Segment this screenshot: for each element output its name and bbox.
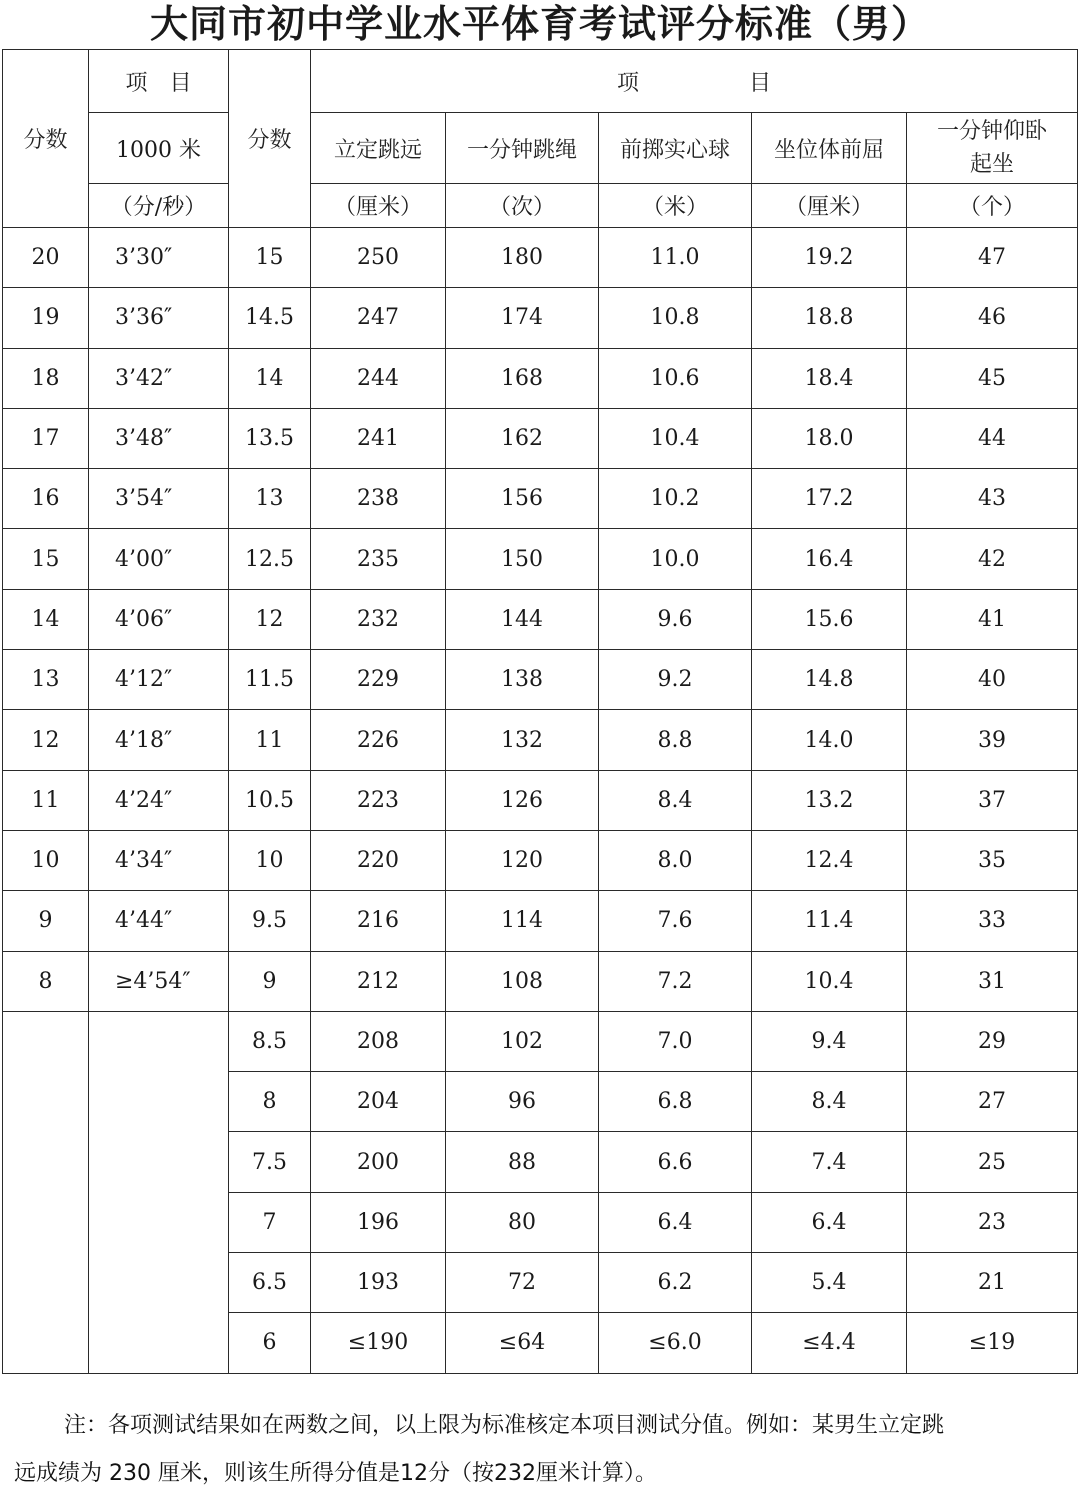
score-cell: 12 [3, 710, 89, 770]
standing-jump-cell: 250 [311, 228, 446, 288]
sit-and-reach-cell: 18.8 [752, 288, 907, 348]
column-header-standing-jump: 立定跳远 [311, 113, 446, 184]
score2-cell: 11 [229, 710, 311, 770]
standing-jump-cell: 204 [311, 1072, 446, 1132]
medicine-ball-cell: 8.8 [599, 710, 752, 770]
column-header-medicine-ball: 前掷实心球 [599, 113, 752, 184]
score2-cell: 13 [229, 469, 311, 529]
items-header: 项 目 [311, 50, 1078, 113]
sit-ups-cell: 41 [907, 589, 1078, 649]
score2-cell: 15 [229, 228, 311, 288]
sit-ups-cell: 47 [907, 228, 1078, 288]
run-unit: （分/秒） [89, 184, 229, 228]
sit-ups-cell: 35 [907, 830, 1078, 890]
table-row [3, 891, 1078, 951]
sit-and-reach-cell: 12.4 [752, 830, 907, 890]
standing-jump-cell: 247 [311, 288, 446, 348]
sit-ups-cell: 29 [907, 1011, 1078, 1071]
medicine-ball-cell: 7.0 [599, 1011, 752, 1071]
run-1000m-cell: 4’18″ [89, 710, 229, 770]
sit-and-reach-cell: 18.4 [752, 348, 907, 408]
standing-jump-cell: 241 [311, 408, 446, 468]
score-cell: 8 [3, 951, 89, 1011]
standing-jump-cell: 216 [311, 891, 446, 951]
standing-jump-cell: 235 [311, 529, 446, 589]
run-1000m-cell: 3’54″ [89, 469, 229, 529]
sit-and-reach-cell: 7.4 [752, 1132, 907, 1192]
table-row [3, 830, 1078, 890]
sit-ups-cell: 23 [907, 1192, 1078, 1252]
medicine-ball-cell: 10.4 [599, 408, 752, 468]
note-line-1: 注：各项测试结果如在两数之间，以上限为标准核定本项目测试分值。例如：某男生立定跳 [64, 1413, 945, 1438]
score-table [2, 49, 1078, 1374]
sit-ups-cell: 21 [907, 1253, 1078, 1313]
medicine-ball-cell: 8.0 [599, 830, 752, 890]
run-1000m-header: 1000 米 [89, 113, 229, 184]
score-cell: 9 [3, 891, 89, 951]
medicine-ball-cell: 6.4 [599, 1192, 752, 1252]
standing-jump-cell: 238 [311, 469, 446, 529]
rope-skipping-cell: 150 [446, 529, 599, 589]
note-line-2: 远成绩为 230 厘米，则该生所得分值是12分（按232厘米计算）。 [14, 1461, 657, 1486]
sit-ups-cell: 37 [907, 770, 1078, 830]
run-1000m-cell: 3’30″ [89, 228, 229, 288]
sit-ups-cell: 39 [907, 710, 1078, 770]
score2-cell: 11.5 [229, 650, 311, 710]
score-cell: 13 [3, 650, 89, 710]
table-row [3, 710, 1078, 770]
score-cell: 16 [3, 469, 89, 529]
score-cell: 15 [3, 529, 89, 589]
rope-skipping-cell: 72 [446, 1253, 599, 1313]
score2-cell: 13.5 [229, 408, 311, 468]
score-cell: 17 [3, 408, 89, 468]
run-1000m-cell: 3’48″ [89, 408, 229, 468]
score2-cell: 10 [229, 830, 311, 890]
medicine-ball-cell: 6.2 [599, 1253, 752, 1313]
sit-ups-cell: 43 [907, 469, 1078, 529]
table-row [3, 589, 1078, 649]
sit-and-reach-cell: ≤4.4 [752, 1313, 907, 1373]
column-header-sit-ups [907, 113, 1078, 184]
table-row [3, 408, 1078, 468]
rope-skipping-cell: 138 [446, 650, 599, 710]
standing-jump-cell: 229 [311, 650, 446, 710]
score2-cell: 12 [229, 589, 311, 649]
run-1000m-cell: 4’24″ [89, 770, 229, 830]
standing-jump-cell: 212 [311, 951, 446, 1011]
sit-ups-cell: ≤19 [907, 1313, 1078, 1373]
sit-and-reach-cell: 14.0 [752, 710, 907, 770]
score2-cell: 6.5 [229, 1253, 311, 1313]
medicine-ball-cell: 10.2 [599, 469, 752, 529]
rope-skipping-cell: 168 [446, 348, 599, 408]
medicine-ball-cell: 8.4 [599, 770, 752, 830]
medicine-ball-cell: 10.8 [599, 288, 752, 348]
score-cell: 11 [3, 770, 89, 830]
table-row [3, 288, 1078, 348]
sit-and-reach-cell: 15.6 [752, 589, 907, 649]
score2-cell: 9.5 [229, 891, 311, 951]
rope-skipping-cell: 126 [446, 770, 599, 830]
sit-ups-cell: 27 [907, 1072, 1078, 1132]
unit-rope-skipping: （次） [446, 184, 599, 228]
medicine-ball-cell: 9.2 [599, 650, 752, 710]
rope-skipping-cell: 114 [446, 891, 599, 951]
sit-ups-cell: 40 [907, 650, 1078, 710]
score-cell: 20 [3, 228, 89, 288]
table-row [3, 469, 1078, 529]
sit-and-reach-cell: 14.8 [752, 650, 907, 710]
sit-and-reach-cell: 5.4 [752, 1253, 907, 1313]
rope-skipping-cell: 96 [446, 1072, 599, 1132]
medicine-ball-cell: 6.8 [599, 1072, 752, 1132]
rope-skipping-cell: 174 [446, 288, 599, 348]
sit-ups-cell: 46 [907, 288, 1078, 348]
unit-standing-jump: （厘米） [311, 184, 446, 228]
run-1000m-cell: ≥4’54″ [89, 951, 229, 1011]
run-1000m-cell: 4’44″ [89, 891, 229, 951]
table-row [3, 770, 1078, 830]
standing-jump-cell: 244 [311, 348, 446, 408]
sit-ups-cell: 31 [907, 951, 1078, 1011]
run-1000m-cell: 3’42″ [89, 348, 229, 408]
sit-and-reach-cell: 8.4 [752, 1072, 907, 1132]
table-header [3, 50, 1078, 228]
score-cell: 19 [3, 288, 89, 348]
medicine-ball-cell: ≤6.0 [599, 1313, 752, 1373]
standing-jump-cell: 208 [311, 1011, 446, 1071]
score2-cell: 7 [229, 1192, 311, 1252]
run-1000m-cell: 4’00″ [89, 529, 229, 589]
sit-ups-cell: 33 [907, 891, 1078, 951]
medicine-ball-cell: 6.6 [599, 1132, 752, 1192]
table-row [3, 951, 1078, 1011]
score-header-2: 分数 [229, 50, 311, 228]
rope-skipping-cell: 88 [446, 1132, 599, 1192]
unit-sit-and-reach: （厘米） [752, 184, 907, 228]
rope-skipping-cell: 80 [446, 1192, 599, 1252]
score2-cell: 10.5 [229, 770, 311, 830]
standing-jump-cell: 226 [311, 710, 446, 770]
table-row [3, 348, 1078, 408]
medicine-ball-cell: 11.0 [599, 228, 752, 288]
medicine-ball-cell: 10.6 [599, 348, 752, 408]
medicine-ball-cell: 7.6 [599, 891, 752, 951]
column-header-rope-skipping: 一分钟跳绳 [446, 113, 599, 184]
score-cell: 10 [3, 830, 89, 890]
sit-ups-cell: 45 [907, 348, 1078, 408]
sit-and-reach-cell: 17.2 [752, 469, 907, 529]
medicine-ball-cell: 9.6 [599, 589, 752, 649]
sit-and-reach-cell: 10.4 [752, 951, 907, 1011]
standing-jump-cell: ≤190 [311, 1313, 446, 1373]
rope-skipping-cell: 144 [446, 589, 599, 649]
table-row [3, 529, 1078, 589]
sit-and-reach-cell: 16.4 [752, 529, 907, 589]
medicine-ball-cell: 7.2 [599, 951, 752, 1011]
sit-and-reach-cell: 11.4 [752, 891, 907, 951]
column-header-sit-and-reach: 坐位体前屈 [752, 113, 907, 184]
run-1000m-cell: 4’06″ [89, 589, 229, 649]
score2-cell: 7.5 [229, 1132, 311, 1192]
sit-and-reach-cell: 9.4 [752, 1011, 907, 1071]
item-header: 项 目 [89, 50, 229, 113]
rope-skipping-cell: 120 [446, 830, 599, 890]
run-1000m-cell: 4’34″ [89, 830, 229, 890]
sit-ups-cell: 44 [907, 408, 1078, 468]
standing-jump-cell: 200 [311, 1132, 446, 1192]
sit-and-reach-cell: 6.4 [752, 1192, 907, 1252]
standing-jump-cell: 196 [311, 1192, 446, 1252]
standing-jump-cell: 223 [311, 770, 446, 830]
rope-skipping-cell: 102 [446, 1011, 599, 1071]
table-row [3, 650, 1078, 710]
unit-sit-ups: （个） [907, 184, 1078, 228]
score-cell: 14 [3, 589, 89, 649]
sit-and-reach-cell: 18.0 [752, 408, 907, 468]
run-1000m-cell: 3’36″ [89, 288, 229, 348]
note [14, 1402, 1069, 1498]
standing-jump-cell: 220 [311, 830, 446, 890]
rope-skipping-cell: 132 [446, 710, 599, 770]
score2-cell: 8.5 [229, 1011, 311, 1071]
run-1000m-cell: 4’12″ [89, 650, 229, 710]
sit-ups-header-label: 一分钟仰卧起坐 [937, 119, 1048, 177]
rope-skipping-cell: 108 [446, 951, 599, 1011]
empty-score-cell [3, 1011, 89, 1373]
table-row [3, 228, 1078, 288]
score-cell: 18 [3, 348, 89, 408]
score2-cell: 14.5 [229, 288, 311, 348]
rope-skipping-cell: 180 [446, 228, 599, 288]
page-title: 大同市初中学业水平体育考试评分标准（男） [149, 2, 930, 46]
score2-cell: 9 [229, 951, 311, 1011]
unit-medicine-ball: （米） [599, 184, 752, 228]
rope-skipping-cell: 162 [446, 408, 599, 468]
score2-cell: 8 [229, 1072, 311, 1132]
rope-skipping-cell: ≤64 [446, 1313, 599, 1373]
medicine-ball-cell: 10.0 [599, 529, 752, 589]
sit-ups-cell: 25 [907, 1132, 1078, 1192]
sit-and-reach-cell: 19.2 [752, 228, 907, 288]
score2-cell: 6 [229, 1313, 311, 1373]
standing-jump-cell: 232 [311, 589, 446, 649]
score2-cell: 14 [229, 348, 311, 408]
rope-skipping-cell: 156 [446, 469, 599, 529]
table-body [3, 228, 1078, 1374]
sit-ups-cell: 42 [907, 529, 1078, 589]
score2-cell: 12.5 [229, 529, 311, 589]
standing-jump-cell: 193 [311, 1253, 446, 1313]
table-row [3, 1011, 1078, 1071]
score-header: 分数 [3, 50, 89, 228]
empty-run-cell [89, 1011, 229, 1373]
sit-and-reach-cell: 13.2 [752, 770, 907, 830]
